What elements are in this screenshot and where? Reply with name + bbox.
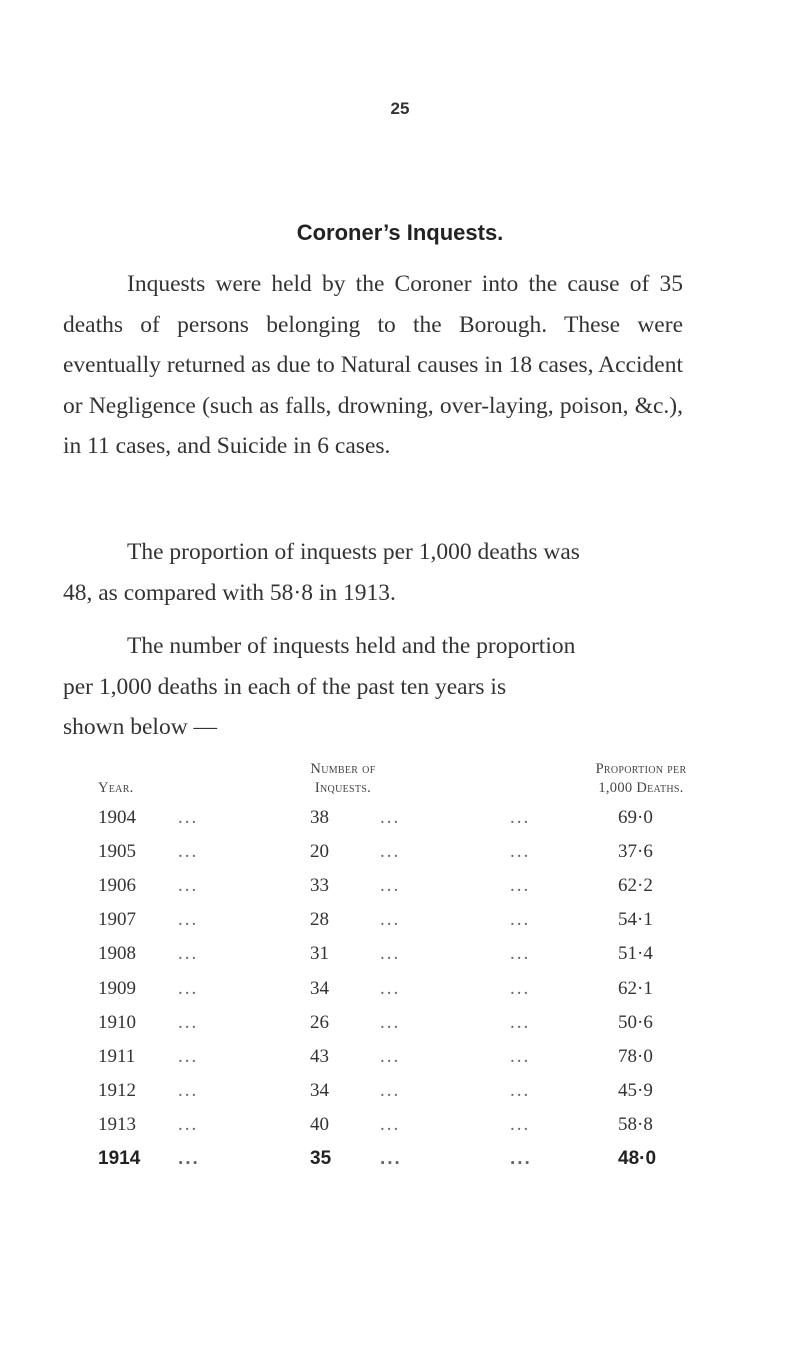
cell-inquests: 34 xyxy=(310,977,329,999)
leader-dots: ... xyxy=(510,1148,532,1169)
cell-year: 1912 xyxy=(98,1079,136,1101)
leader-dots: ... xyxy=(178,1045,199,1067)
leader-dots: ... xyxy=(380,841,401,863)
cell-year: 1910 xyxy=(98,1011,136,1033)
page-number: 25 xyxy=(390,99,410,118)
cell-inquests: 34 xyxy=(310,1079,329,1101)
leader-dots: ... xyxy=(178,909,199,931)
leader-dots: ... xyxy=(178,1011,199,1033)
cell-proportion: 54·1 xyxy=(618,909,653,931)
cell-proportion: 51·4 xyxy=(618,943,653,965)
leader-dots: ... xyxy=(510,875,531,897)
cell-inquests: 38 xyxy=(310,807,329,828)
cell-year: 1906 xyxy=(98,875,136,897)
cell-proportion: 78·0 xyxy=(618,1045,653,1067)
leader-dots: ... xyxy=(510,909,531,931)
cell-inquests: 40 xyxy=(310,1113,329,1135)
cell-year: 1904 xyxy=(98,807,136,828)
leader-dots: ... xyxy=(380,977,401,999)
leader-dots: ... xyxy=(510,943,531,965)
section-heading: Coroner’s Inquests. xyxy=(296,220,504,245)
paragraph-line: per 1,000 deaths in each of the past ten years is xyxy=(63,673,507,700)
leader-dots: ... xyxy=(510,977,531,999)
table-row xyxy=(0,869,800,903)
cell-inquests: 33 xyxy=(310,875,329,897)
leader-dots: ... xyxy=(178,1148,200,1169)
cell-year: 1908 xyxy=(98,943,136,965)
cell-inquests: 28 xyxy=(310,909,329,931)
leader-dots: ... xyxy=(380,1079,401,1101)
table-row xyxy=(0,1142,800,1176)
cell-inquests: 31 xyxy=(310,943,329,965)
cell-proportion: 37·6 xyxy=(618,841,653,863)
table-row xyxy=(0,1006,800,1040)
header-proportion xyxy=(536,760,746,798)
table-row xyxy=(0,937,800,971)
leader-dots: ... xyxy=(510,1011,531,1033)
paragraph-line: 48, as compared with 58·8 in 1913. xyxy=(63,579,396,606)
cell-inquests: 26 xyxy=(310,1011,329,1033)
paragraph-proportion xyxy=(63,532,683,613)
leader-dots: ... xyxy=(380,1011,401,1033)
leader-dots: ... xyxy=(178,807,199,828)
leader-dots: ... xyxy=(178,875,199,897)
cell-year: 1913 xyxy=(98,1113,136,1135)
table-row xyxy=(0,801,800,835)
paragraph-table-intro xyxy=(63,626,683,748)
leader-dots: ... xyxy=(380,807,401,828)
paragraph-line: shown below — xyxy=(63,714,218,740)
table-row xyxy=(0,903,800,937)
leader-dots: ... xyxy=(380,1113,401,1135)
header-proportion-line1: Proportion per xyxy=(595,761,687,777)
cell-inquests: 20 xyxy=(310,841,329,863)
leader-dots: ... xyxy=(178,943,199,965)
paragraph-inquest-summary: Inquests were held by the Coroner into the cause of 35 deaths of persons belonging to the Borough. These were eventually returned as due to Natural causes in 18 cases, Accident or Negligence (such as falls, drowning, over-laying, poison, &c.), in 11 cases, and Suicide in 6 cases. xyxy=(63,271,683,459)
table-row xyxy=(0,835,800,869)
header-number-line2: Inquests. xyxy=(314,780,372,796)
leader-dots: ... xyxy=(510,807,531,828)
leader-dots: ... xyxy=(380,875,401,897)
table-row xyxy=(0,972,800,1006)
cell-proportion: 69·0 xyxy=(618,807,653,828)
cell-inquests: 35 xyxy=(310,1148,332,1169)
cell-year: 1914 xyxy=(98,1148,141,1169)
leader-dots: ... xyxy=(178,1079,199,1101)
cell-proportion: 45·9 xyxy=(618,1079,653,1101)
table-row xyxy=(0,1074,800,1108)
leader-dots: ... xyxy=(178,841,199,863)
cell-inquests: 43 xyxy=(310,1045,329,1067)
leader-dots: ... xyxy=(178,1113,199,1135)
leader-dots: ... xyxy=(178,977,199,999)
leader-dots: ... xyxy=(380,909,401,931)
leader-dots: ... xyxy=(380,943,401,965)
cell-year: 1907 xyxy=(98,909,136,931)
table-row xyxy=(0,1108,800,1142)
paragraph-line: The number of inquests held and the proportion xyxy=(127,633,576,659)
leader-dots: ... xyxy=(510,1113,531,1135)
leader-dots: ... xyxy=(380,1148,402,1169)
leader-dots: ... xyxy=(380,1045,401,1067)
header-year: Year. xyxy=(98,780,134,796)
header-number-line1: Number of xyxy=(310,761,376,777)
cell-year: 1909 xyxy=(98,977,136,999)
cell-proportion: 58·8 xyxy=(618,1113,653,1135)
leader-dots: ... xyxy=(510,1079,531,1101)
cell-year: 1905 xyxy=(98,841,136,863)
table-row xyxy=(0,1040,800,1074)
leader-dots: ... xyxy=(510,1045,531,1067)
cell-year: 1911 xyxy=(98,1045,136,1067)
cell-proportion: 62·1 xyxy=(618,977,653,999)
cell-proportion: 62·2 xyxy=(618,875,653,897)
paragraph-line: The proportion of inquests per 1,000 deaths was xyxy=(127,539,580,565)
cell-proportion: 48·0 xyxy=(618,1148,657,1169)
header-proportion-line2: 1,000 Deaths. xyxy=(598,780,684,796)
header-number-of-inquests xyxy=(268,760,418,798)
leader-dots: ... xyxy=(510,841,531,863)
cell-proportion: 50·6 xyxy=(618,1011,653,1033)
